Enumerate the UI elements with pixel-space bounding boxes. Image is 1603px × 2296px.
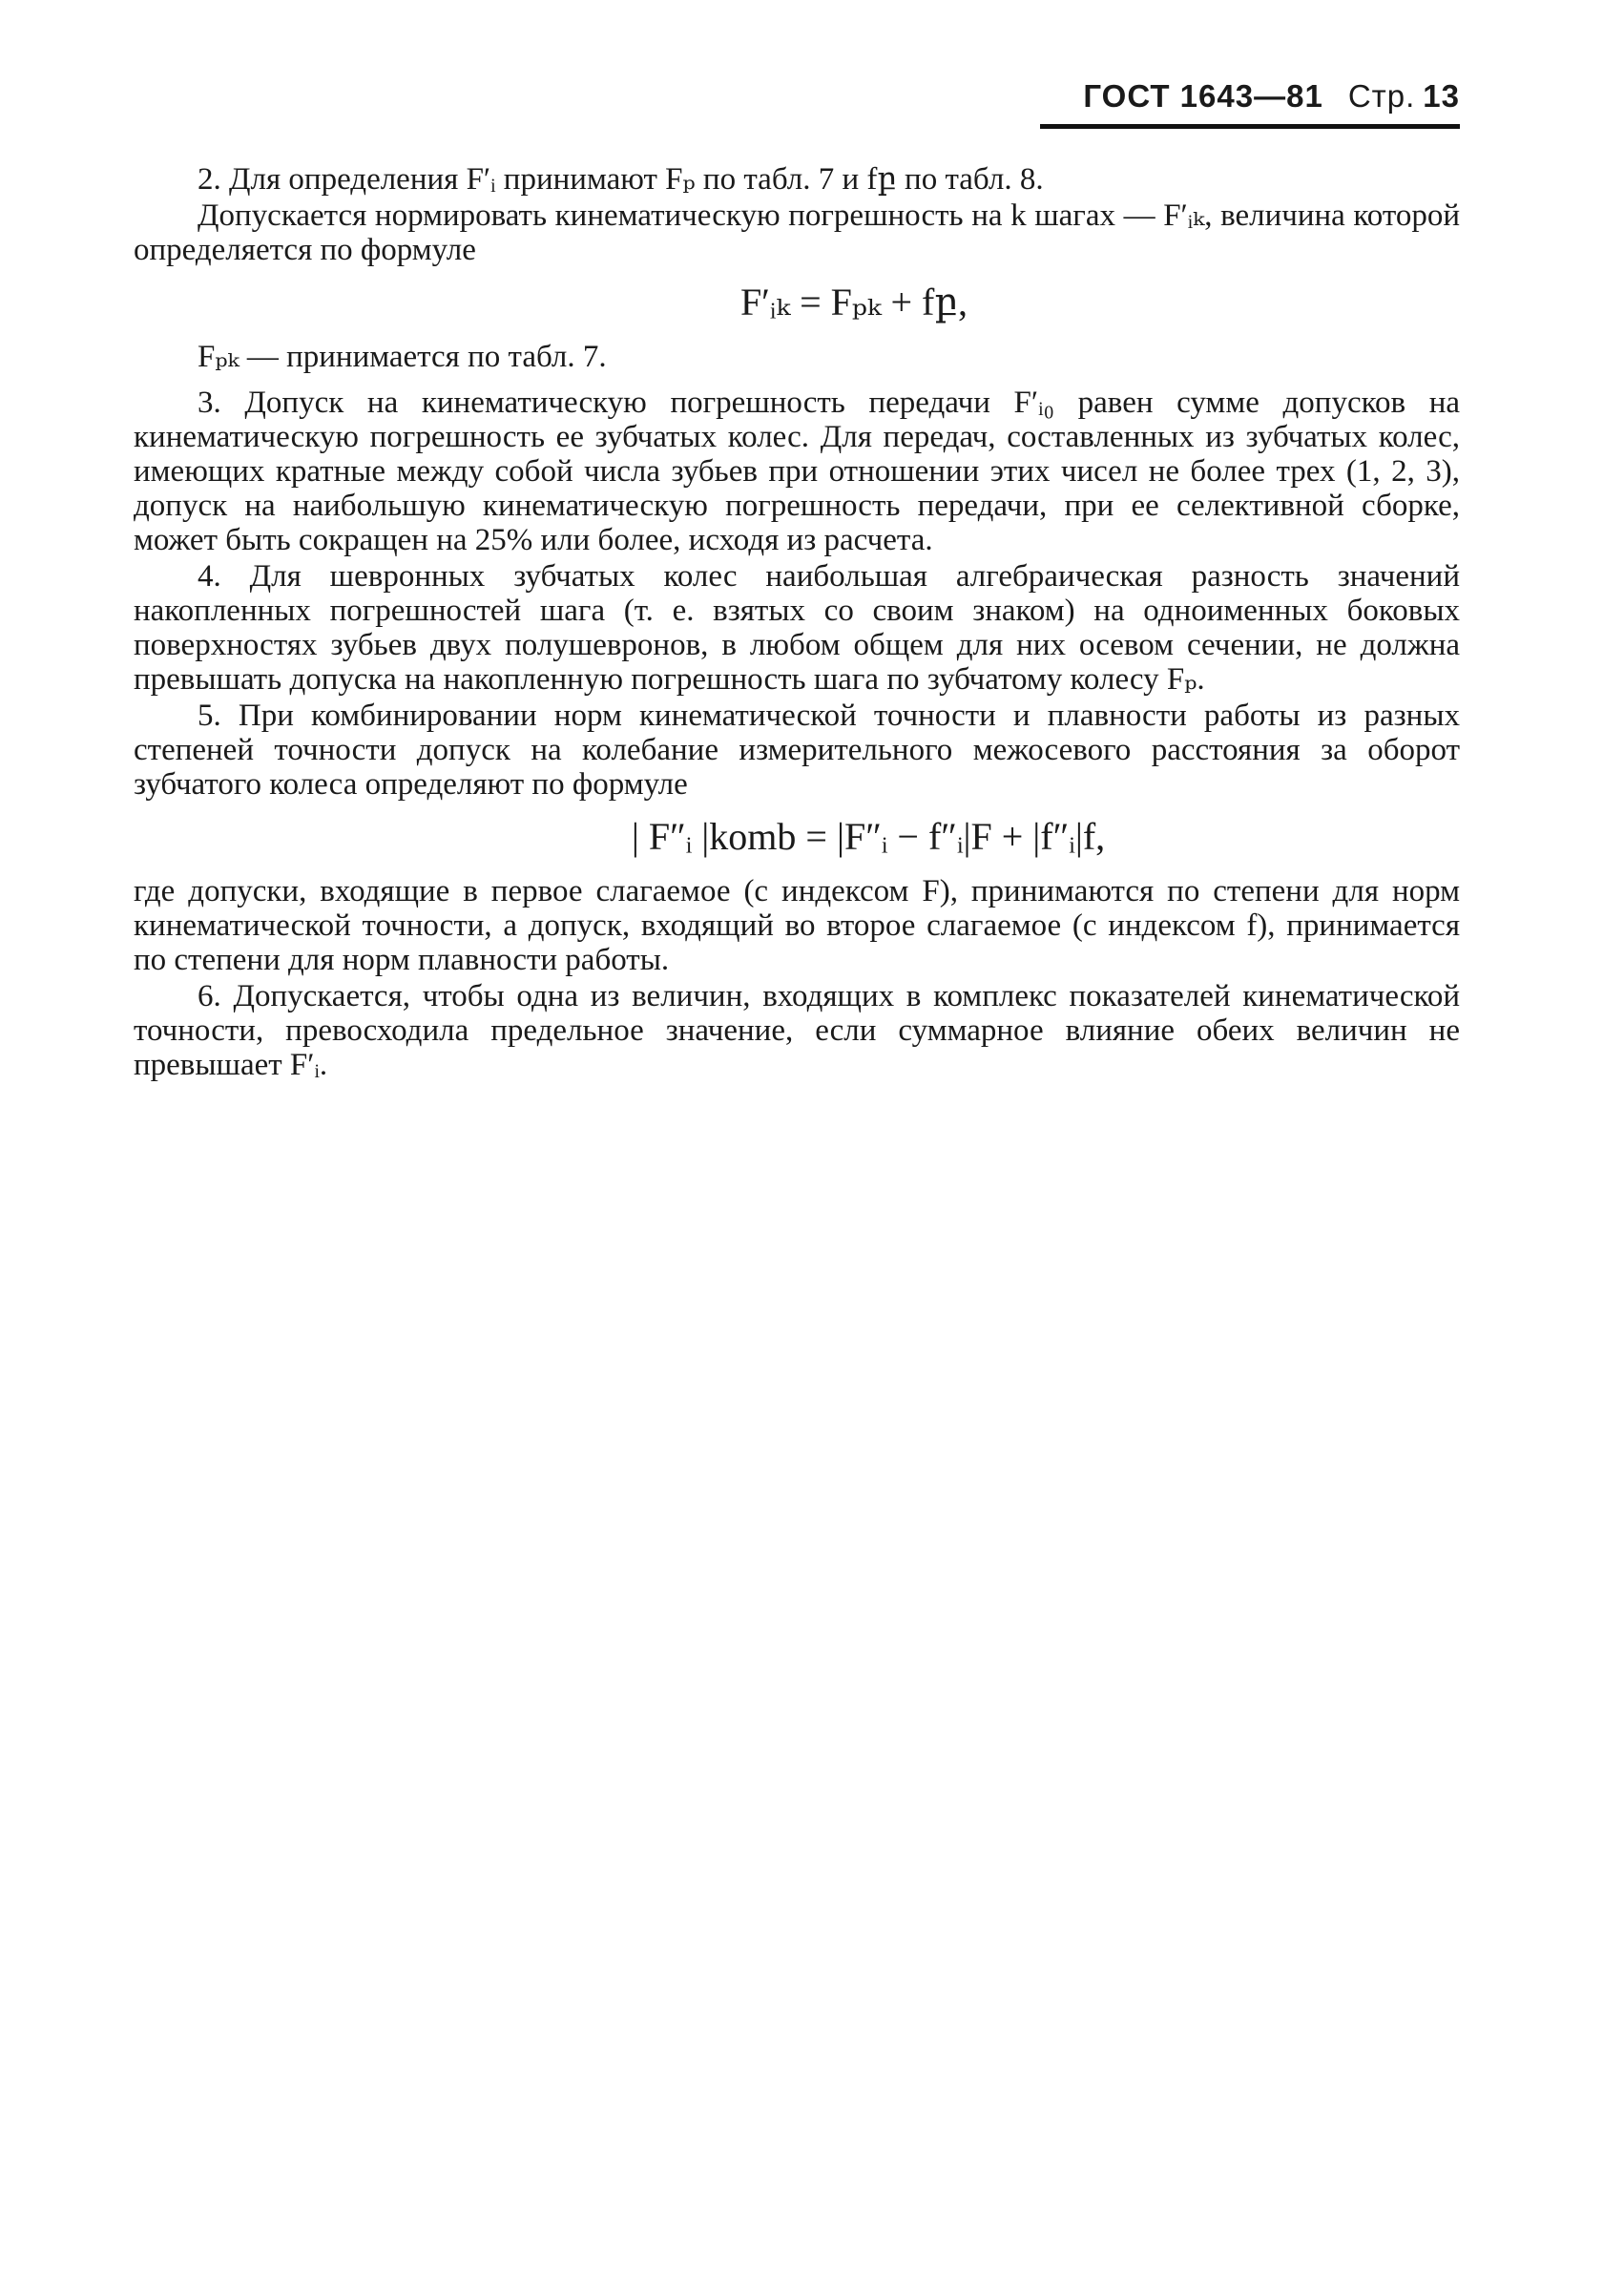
paragraph-2: 2. Для определения F′ᵢ принимают Fₚ по табл. 7 и fբ по табл. 8. (198, 162, 1044, 197)
page-label: Стр. (1347, 78, 1416, 114)
paragraph-5: 5. При комбинировании норм кинематической точности и плавности работы из разных степеней точности допуск на колебание измерительного межосевого расстояния за оборот зубчатого колеса определяют по формуле (134, 699, 1460, 802)
paragraph-2-continued: Допускается нормировать кинематическую погрешность на k шагах — F′ᵢₖ, величина которой определяется по формуле (134, 198, 1460, 267)
formula-kinematic-k-steps: F′ᵢₖ = Fₚₖ + fբ, (739, 281, 968, 324)
paragraph-3: 3. Допуск на кинематическую погрешность передачи F′ᵢ₀ равен сумме допусков на кинематическую погрешность ее зубчатых колес. Для передач, составленных из зубчатых колес, имеющих кратные между собой числа зубьев при отношении этих чисел не более трех (1, 2, 3), допуск на наибольшую кинематическую погрешность передачи, при ее селективной сборке, может быть сокращен на 25% или более, исходя из расчета. (134, 386, 1460, 557)
paragraph-4: 4. Для шевронных зубчатых колес наибольшая алгебраическая разность значений накопленных погрешностей шага (т. е. взятых со своим знаком) на одноименных боковых поверхностях зубьев двух полушевронов, в любом общем для них осевом сечении, не должна превышать допуска на накопленную погрешность шага по зубчатому колесу Fₚ. (134, 559, 1460, 697)
formula-combined-tolerance: | F″ᵢ |komb = |F″ᵢ − f″ᵢ|F + |f″ᵢ|f, (631, 815, 1106, 858)
paragraph-5-explanation: где допуски, входящие в первое слагаемое (с индексом F), принимаются по степени для норм кинематической точности, а допуск, входящий во второе слагаемое (с индексом f), принимается по степени для норм плавности работы. (134, 874, 1460, 977)
page-header (1040, 78, 1460, 129)
document-id: ГОСТ 1643—81 (1083, 78, 1323, 114)
paragraph-6: 6. Допускается, чтобы одна из величин, входящих в комплекс показателей кинематической точности, превосходила предельное значение, если суммарное влияние обеих величин не превышает F′ᵢ. (134, 979, 1460, 1082)
paragraph-2-note: Fₚₖ — принимается по табл. 7. (198, 340, 607, 374)
page-number: 13 (1423, 78, 1460, 114)
page-indicator (1348, 78, 1460, 114)
document-body (134, 162, 1460, 1084)
